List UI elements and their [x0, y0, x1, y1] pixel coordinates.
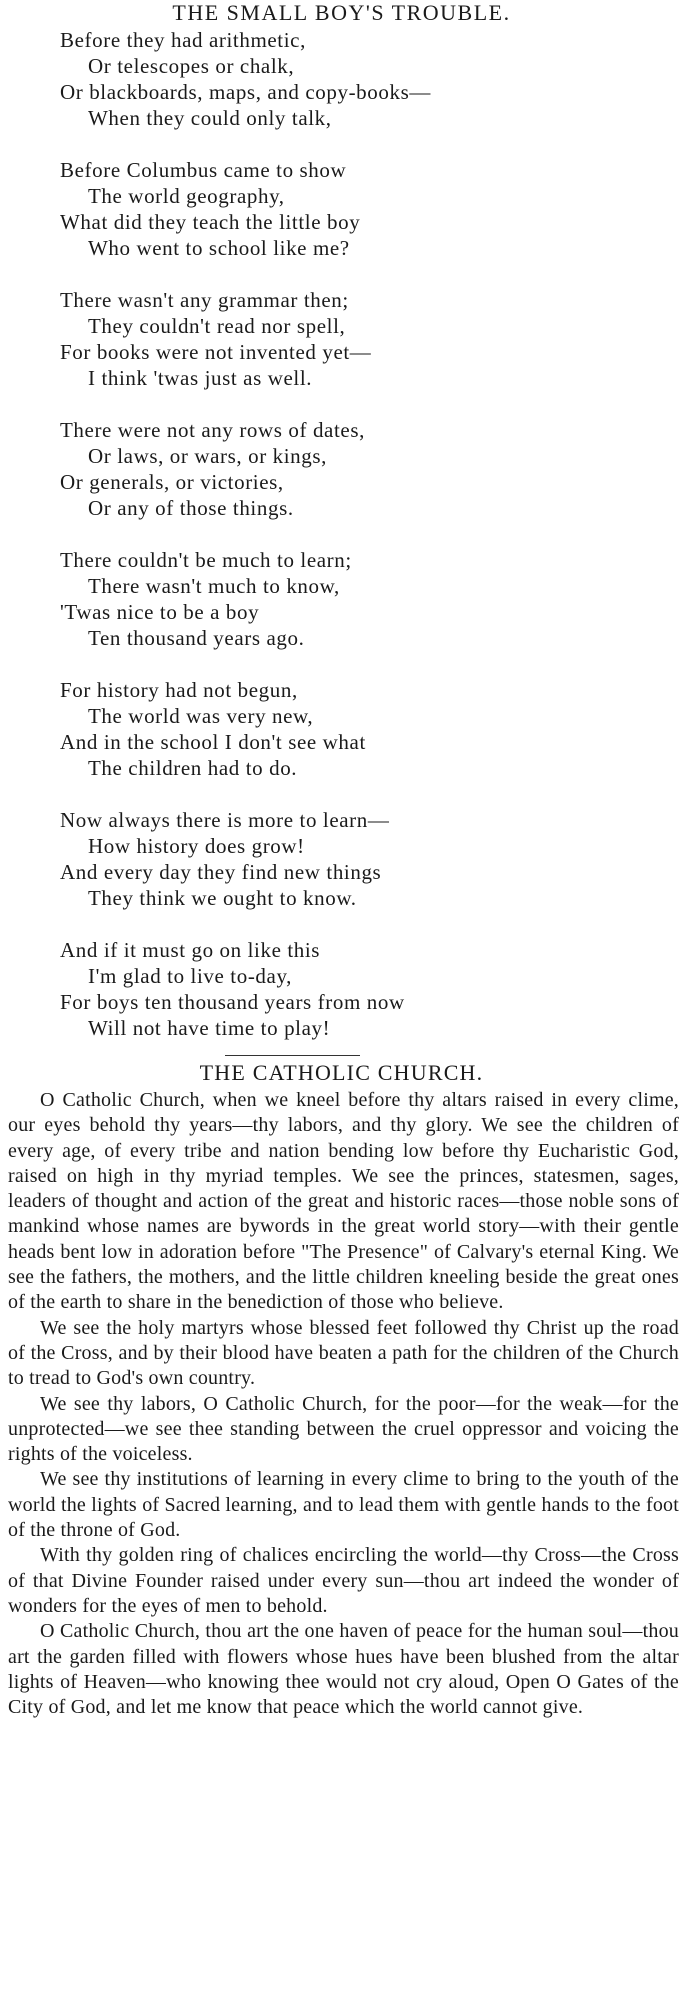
poem-line: The children had to do.: [88, 756, 298, 780]
essay-paragraph: O Catholic Church, when we kneel before thy altars raised in every clime, our eyes behold thy years—thy labors, and thy glory. We see the children of every age, of every tribe and nation bending low before thy Eucharistic God, raised on high in thy myriad temples. We see the princes, statesmen, sages, leaders of thought and action of the great and historic races—those noble sons of mankind whose names are bywords in the great world story—with their gentle heads bent low in adoration before "The Presence" of Calvary's eternal King. We see the fathers, the mothers, and the little children kneeling beside the great ones of the earth to share in the benediction of those who believe.: [8, 1089, 679, 1314]
section-divider: [225, 1055, 360, 1056]
poem-stanza: [60, 287, 660, 391]
poem-line: For history had not begun,: [60, 678, 298, 702]
poem-line: Before they had arithmetic,: [60, 28, 306, 52]
poem-line: The world was very new,: [88, 704, 314, 728]
poem-line: Before Columbus came to show: [60, 158, 347, 182]
poem-line: What did they teach the little boy: [60, 210, 361, 234]
poem-stanza: [60, 157, 660, 261]
poem-line: 'Twas nice to be a boy: [60, 600, 260, 624]
poem-line: Or blackboards, maps, and copy-books—: [60, 80, 431, 104]
poem-line: Now always there is more to learn—: [60, 808, 390, 832]
poem-stanza: [60, 27, 660, 131]
poem-line: There were not any rows of dates,: [60, 418, 365, 442]
poem-stanza: [60, 547, 660, 651]
poem-stanza: [60, 677, 660, 781]
poem-line: Ten thousand years ago.: [88, 626, 305, 650]
poem-stanza: [60, 807, 660, 911]
poem-line: The world geography,: [88, 184, 285, 208]
poem-line: They think we ought to know.: [88, 886, 357, 910]
poem-line: And if it must go on like this: [60, 938, 321, 962]
essay-paragraph: We see the holy martyrs whose blessed feet followed thy Christ up the road of the Cross, and by their blood have beaten a path for the children of the Church to tread to God's own country.: [8, 1316, 679, 1390]
poem-line: I think 'twas just as well.: [88, 366, 313, 390]
poem-line: For boys ten thousand years from now: [60, 990, 405, 1014]
poem-line: Who went to school like me?: [88, 236, 350, 260]
poem-line: And in the school I don't see what: [60, 730, 366, 754]
poem-line: Or laws, or wars, or kings,: [88, 444, 327, 468]
essay-paragraph: We see thy institutions of learning in every clime to bring to the youth of the world the lights of Sacred learning, and to lead them with gentle hands to the foot of the throne of God.: [8, 1468, 679, 1542]
poem-line: And every day they find new things: [60, 860, 382, 884]
poem-stanza: [60, 417, 660, 521]
poem-line: When they could only talk,: [88, 106, 332, 130]
essay-paragraph: O Catholic Church, thou art the one haven of peace for the human soul—thou art the garden filled with flowers whose hues have been blushed from the altar lights of Heaven—who knowing thee would not cry aloud, Open O Gates of the City of God, and let me know that peace which the world cannot give.: [8, 1620, 679, 1719]
poem-body: [60, 27, 660, 1067]
poem-line: How history does grow!: [88, 834, 305, 858]
poem-line: There wasn't any grammar then;: [60, 288, 349, 312]
poem-title: THE SMALL BOY'S TROUBLE.: [172, 0, 511, 25]
poem-line: Or generals, or victories,: [60, 470, 284, 494]
essay-paragraph: We see thy labors, O Catholic Church, for the poor—for the weak—for the unprotected—we see thee standing between the cruel oppressor and voicing the rights of the voiceless.: [8, 1392, 679, 1466]
essay-body: [8, 1088, 679, 1720]
poem-stanza: [60, 937, 660, 1041]
poem-line: For books were not invented yet—: [60, 340, 372, 364]
poem-line: I'm glad to live to-day,: [88, 964, 293, 988]
essay-title: THE CATHOLIC CHURCH.: [199, 1060, 484, 1085]
essay-paragraph: With thy golden ring of chalices encircling the world—thy Cross—the Cross of that Divine Founder raised under every sun—thou art indeed the wonder of wonders for the eyes of men to behold.: [8, 1544, 679, 1617]
poem-line: Will not have time to play!: [88, 1016, 331, 1040]
poem-line: Or telescopes or chalk,: [88, 54, 295, 78]
poem-line: They couldn't read nor spell,: [88, 314, 346, 338]
poem-line: Or any of those things.: [88, 496, 294, 520]
poem-line: There couldn't be much to learn;: [60, 548, 352, 572]
poem-line: There wasn't much to know,: [88, 574, 340, 598]
